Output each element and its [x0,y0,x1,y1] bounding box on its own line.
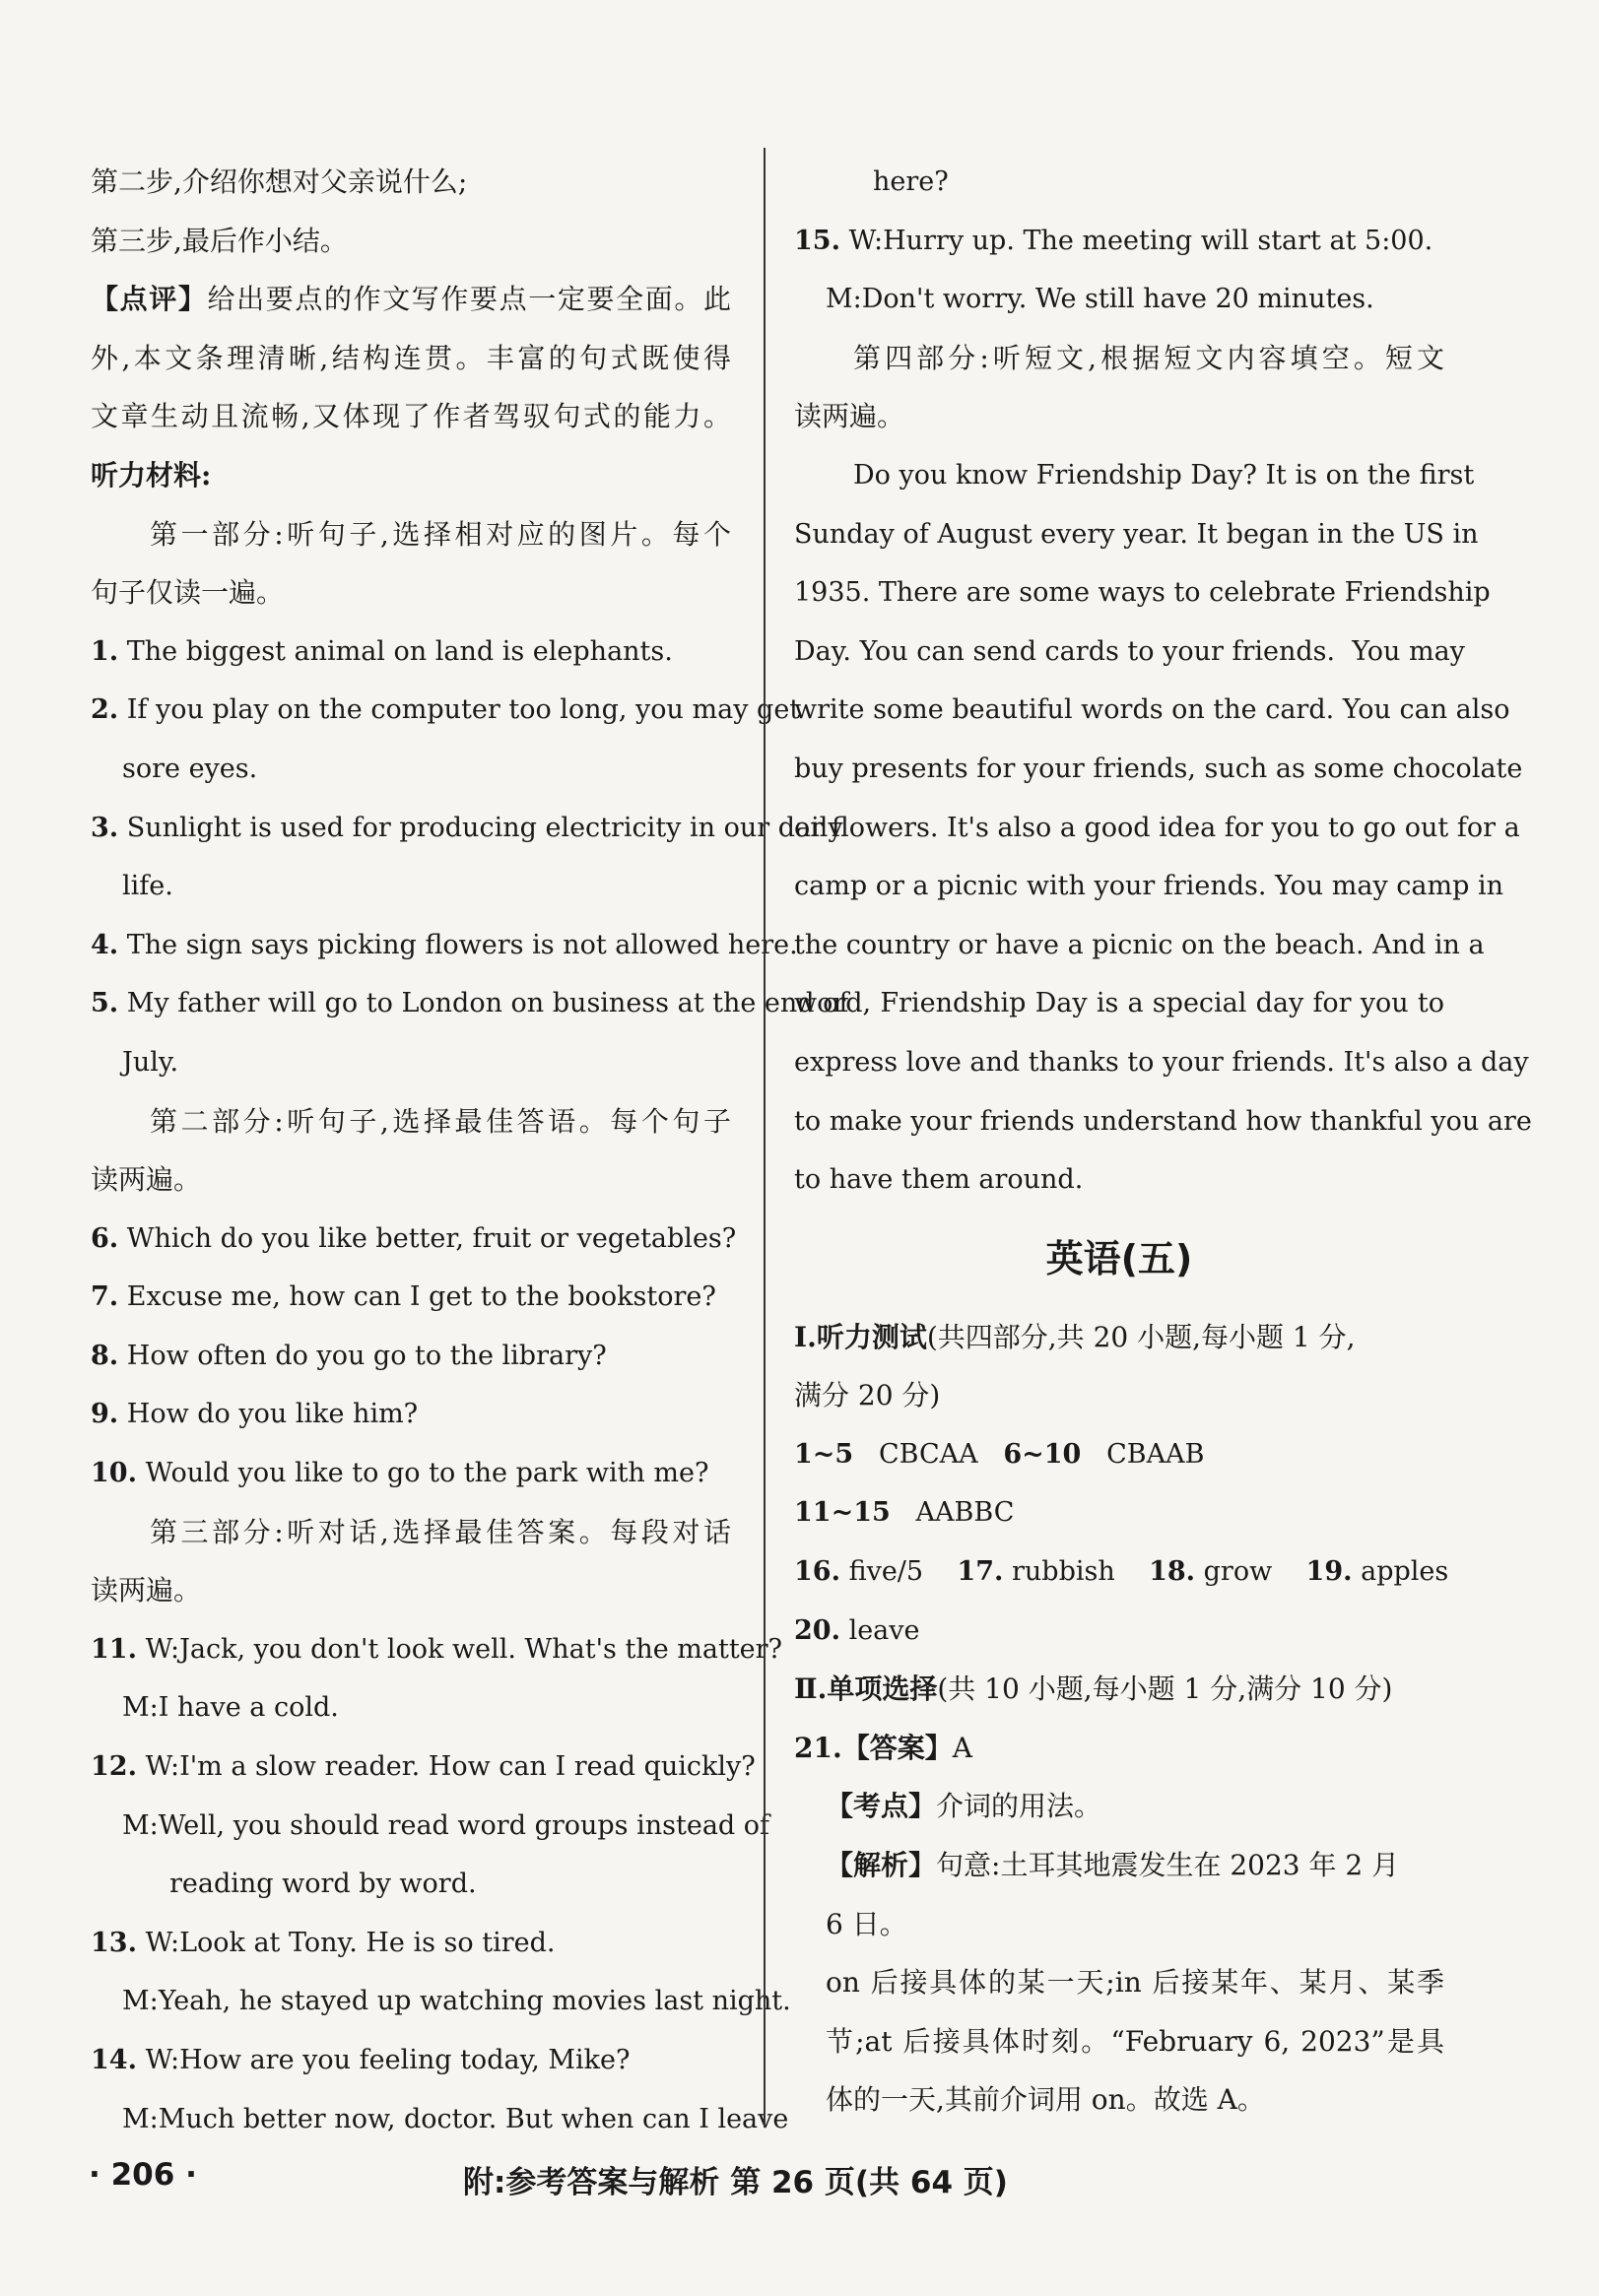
line-text: 读两遍。 [794,400,905,433]
text-line [91,1444,731,1503]
right-column-top [794,153,1532,1210]
line-text: or flowers. It's also a good idea for you to go out for a [794,812,1520,843]
line-text: life. [122,871,173,902]
line-text: leave [839,1614,920,1646]
text-line [794,1836,1444,1895]
line-text: Which do you like better, fruit or vegetables? [118,1222,737,1254]
text-line [91,2031,731,2090]
right-column [794,153,1532,2130]
text-line [794,1953,1444,2012]
column-divider [764,148,766,2128]
text-line [91,1738,756,1797]
text-line [91,1678,731,1738]
text-line [794,857,1503,916]
text-line [91,1385,731,1444]
item-number: 20. [794,1614,840,1646]
line-text: W:Hurry up. The meeting will start at 5:00. [839,225,1433,256]
section-label: Ⅱ.单项选择 [794,1673,938,1706]
line-text: 节;at 后接具体时刻。“February 6, 2023”是具 [826,2024,1444,2058]
item-number: 15. [794,225,840,256]
text-line [794,1150,1444,1210]
line-text: Would you like to go to the park with me? [136,1458,709,1489]
right-column-bottom [794,1308,1449,2130]
item-number: 19. [1305,1556,1353,1588]
text-line [794,153,1444,212]
line-text: apples [1352,1556,1449,1588]
line-text: 第二部分:听句子,选择最佳答语。每个句子 [150,1104,731,1138]
text-line [794,1483,1444,1542]
text-line [794,1719,1444,1778]
text-line [91,1797,770,1856]
line-text: 第三部分:听对话,选择最佳答案。每段对话 [150,1515,731,1548]
text-line [794,1602,1444,1661]
item-number: 11~15 [794,1497,891,1529]
line-text: 第三步,最后作小结。 [91,224,348,257]
line-text: Day. You can send cards to your friends. You may [794,635,1465,667]
line-text: here? [873,166,949,197]
text-line [794,916,1485,975]
line-text: My father will go to London on business at the end of [118,988,849,1019]
text-line [794,563,1491,623]
line-text: How do you like him? [118,1399,419,1430]
line-text: W:Jack, you don't look well. What's the matter? [136,1633,783,1665]
text-line [794,740,1523,799]
line-text: 读两遍。 [91,1574,202,1607]
text-line [91,153,731,212]
line-text: buy presents for your friends, such as some chocolate [794,753,1523,784]
line-text: 1935. There are some ways to celebrate Friendship [794,577,1491,609]
text-line [91,916,798,975]
text-line [794,1308,1444,1367]
text-line [91,212,731,271]
item-number: 21. [794,1731,842,1764]
line-text: How often do you go to the library? [118,1340,607,1371]
item-number: 1~5 [794,1438,854,1470]
line-text: A [952,1731,972,1764]
section-label: 【解析】 [826,1849,937,1882]
text-line [91,1620,783,1679]
text-line [794,623,1465,682]
line-text: 体的一天,其前介词用 on。故选 A。 [826,2083,1265,2117]
item-number: 1. [91,635,119,667]
section-title: 英语(五) [1045,1236,1193,1280]
line-text: the country or have a picnic on the beach. And in a [794,929,1485,960]
line-text: If you play on the computer too long, you may get [118,694,801,726]
text-line [794,974,1444,1033]
line-text: 文章生动且流畅,又体现了作者驾驭句式的能力。 [91,400,731,433]
item-number: 14. [91,2045,137,2075]
text-line [91,446,731,505]
line-text: write some beautiful words on the card. You can also [794,694,1510,726]
text-line [794,681,1510,740]
footer-text: 附:参考答案与解析 第 26 页(共 64 页) [463,2165,1008,2200]
line-text: express love and thanks to your friends. It's also a day [794,1046,1529,1078]
item-number: 17. [957,1556,1004,1588]
line-text: 第四部分:听短文,根据短文内容填空。短文 [853,341,1444,374]
line-text: 句子仅读一遍。 [91,576,285,610]
item-number: 6. [91,1222,119,1254]
line-text: Sunday of August every year. It began in the US in [794,518,1479,550]
text-line [794,1033,1529,1092]
line-text: rubbish [1003,1556,1150,1588]
text-line [794,270,1444,329]
line-text: W:I'm a slow reader. How can I read quickly? [136,1751,756,1783]
section-label: 【点评】 [91,283,208,316]
text-line [794,329,1444,388]
item-number: 12. [91,1751,137,1783]
page-footer [0,2157,1599,2216]
line-text: (共四部分,共 20 小题,每小题 1 分, [926,1320,1356,1353]
item-number: 10. [91,1458,137,1489]
line-text: Excuse me, how can I get to the bookstore? [118,1281,716,1313]
text-line [91,1092,731,1151]
text-line [91,1268,731,1327]
line-text: Do you know Friendship Day? It is on the first [853,459,1475,491]
text-line [91,623,731,682]
text-line [794,1777,1444,1836]
line-text: sore eyes. [122,753,258,784]
page-number: · 206 · [89,2157,197,2193]
text-line [91,1561,731,1620]
section-label: 听力材料: [91,458,212,492]
item-number: 6~10 [1003,1438,1082,1470]
text-line [91,329,731,388]
text-line [91,1503,731,1562]
line-text: W:How are you feeling today, Mike? [136,2045,631,2075]
line-text: five/5 [839,1556,958,1588]
text-line [91,681,801,740]
line-text: reading word by word. [169,1869,477,1900]
item-number: 18. [1149,1556,1196,1588]
text-line [91,1855,731,1914]
text-line [91,1914,731,1973]
line-text: 介词的用法。 [936,1790,1102,1823]
line-text: to make your friends understand how thankful you are [794,1105,1532,1137]
text-line [794,446,1475,505]
text-line [91,563,731,623]
text-line [91,974,849,1033]
text-line [91,857,731,916]
line-text: 句意:土耳其地震发生在 2023 年 2 月 [936,1849,1400,1882]
text-line [794,212,1444,271]
line-text: grow [1195,1556,1306,1588]
line-text: W:Look at Tony. He is so tired. [136,1927,556,1958]
line-text: M:Much better now, doctor. But when can I leave [122,2103,789,2134]
line-text: on 后接具体的某一天;in 后接某年、某月、某季 [826,1966,1444,2000]
text-line [91,2090,789,2149]
text-line [794,1660,1444,1719]
line-text: M:Well, you should read word groups instead of [122,1809,770,1841]
line-text: AABBC [890,1497,1015,1529]
text-line [91,1972,791,2031]
line-text: 外,本文条理清晰,结构连贯。丰富的句式既使得 [91,341,731,374]
text-line [794,1092,1532,1151]
line-text: 满分 20 分) [794,1379,941,1412]
text-line [794,2070,1444,2130]
line-text: CBCAA [853,1438,1004,1470]
item-number: 2. [91,694,119,726]
text-line [91,1033,731,1092]
text-line [91,740,731,799]
text-line [91,1210,737,1269]
line-text: Sunlight is used for producing electricity in our daily [118,812,843,843]
text-line [91,387,731,446]
line-text: M:I have a cold. [122,1692,339,1724]
text-line [91,1327,731,1386]
item-number: 8. [91,1340,119,1371]
text-line [91,1150,731,1210]
line-text: to have them around. [794,1164,1084,1196]
item-number: 3. [91,812,119,843]
line-text: July. [122,1046,179,1078]
line-text: 给出要点的作文写作要点一定要全面。此 [207,283,731,316]
line-text: camp or a picnic with your friends. You may camp in [794,871,1503,902]
item-number: 4. [91,929,119,960]
text-line [794,799,1520,858]
text-line [91,505,731,564]
text-line [794,1425,1444,1484]
section-label: Ⅰ.听力测试 [794,1320,927,1353]
item-number: 7. [91,1281,119,1313]
line-text: 6 日。 [826,1907,907,1940]
section-label: 【考点】 [826,1790,937,1823]
text-line [794,1542,1449,1602]
line-text: 第一部分:听句子,选择相对应的图片。每个 [150,517,731,551]
item-number: 9. [91,1399,119,1430]
line-text: 读两遍。 [91,1163,202,1197]
text-line [794,2012,1444,2071]
text-line [91,799,843,858]
line-text: 第二步,介绍你想对父亲说什么; [91,165,468,198]
text-line [91,270,731,329]
line-text: The biggest animal on land is elephants. [118,635,673,667]
line-text: M:Don't worry. We still have 20 minutes. [826,284,1374,315]
text-line [794,1366,1444,1425]
item-number: 13. [91,1927,137,1958]
line-text: M:Yeah, he stayed up watching movies last night. [122,1986,791,2017]
item-number: 16. [794,1556,840,1588]
line-text: The sign says picking flowers is not allowed here. [118,929,798,960]
line-text: (共 10 小题,每小题 1 分,满分 10 分) [937,1673,1393,1706]
text-line [794,505,1479,564]
item-number: 5. [91,988,119,1019]
line-text: word, Friendship Day is a special day for you to [794,988,1444,1019]
text-line [794,1895,1444,1954]
section-label: 【答案】 [841,1731,953,1764]
item-number: 11. [91,1633,137,1665]
line-text: CBAAB [1081,1438,1205,1470]
text-line [794,387,1444,446]
